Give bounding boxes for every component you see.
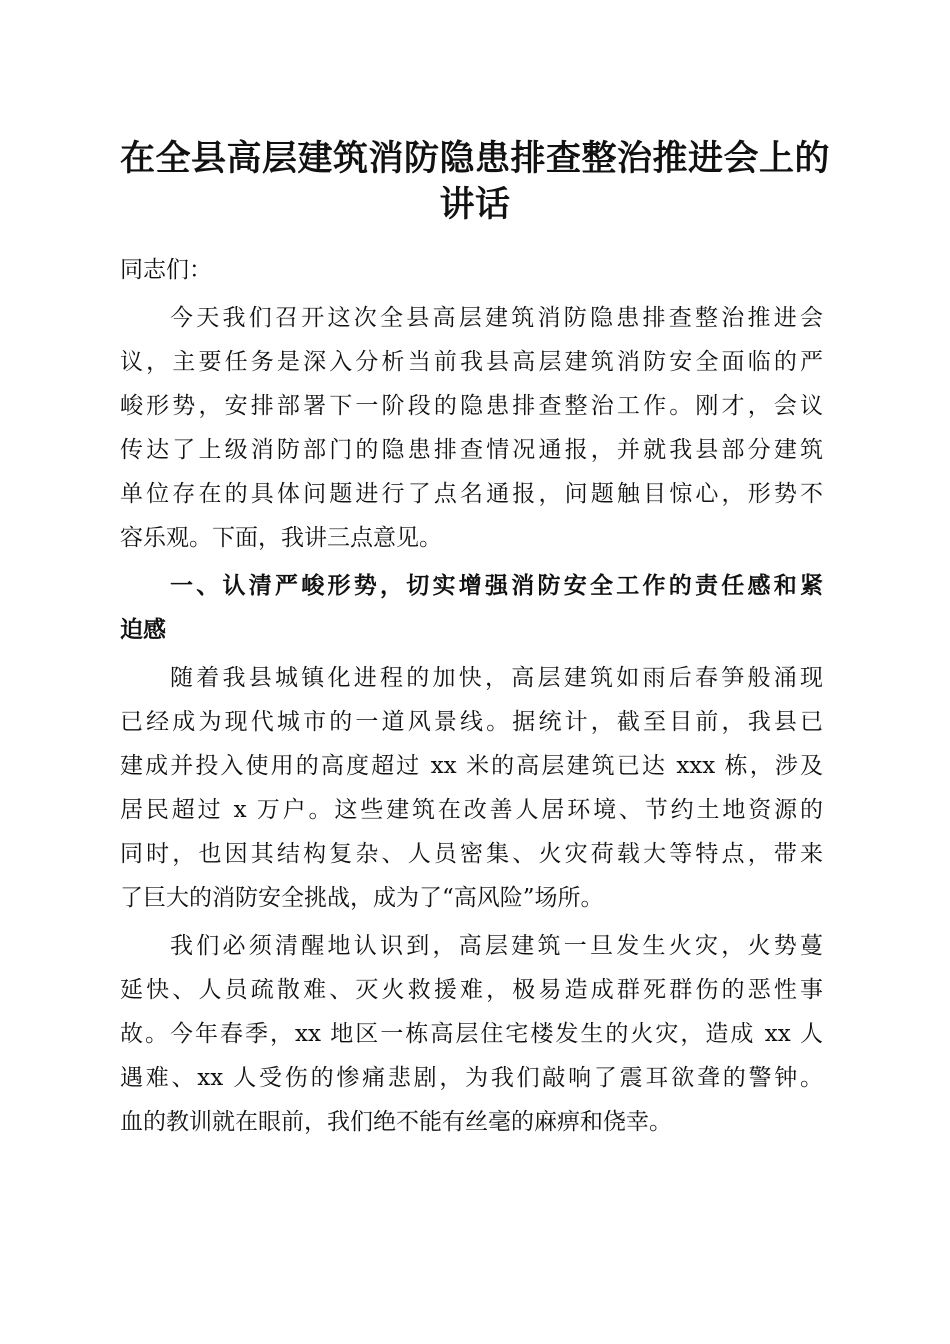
paragraph	[120, 924, 823, 1144]
text-line: 居民超过 x 万户。这些建筑在改善人居环境、节约土地资源的	[120, 797, 823, 823]
section-heading	[120, 564, 823, 652]
text-line: 一、认清严峻形势，切实增强消防安全工作的责任感和紧	[170, 573, 823, 599]
document-title	[100, 136, 850, 228]
text-line: 我们必须清醒地认识到，高层建筑一旦发生火灾，火势蔓	[170, 933, 823, 959]
text-line: 了巨大的消防安全挑战，成为了“高风险”场所。	[120, 885, 604, 911]
text-line: 容乐观。下面，我讲三点意见。	[120, 525, 442, 551]
paragraph	[120, 296, 823, 560]
text-line: 建成并投入使用的高度超过 xx 米的高层建筑已达 xxx 栋，涉及	[120, 753, 823, 779]
text-line: 迫感	[120, 617, 166, 643]
text-line: 血的教训就在眼前，我们绝不能有丝毫的麻痹和侥幸。	[120, 1109, 672, 1135]
paragraph	[120, 656, 823, 920]
title-line: 在全县高层建筑消防隐患排查整治推进会上的	[119, 138, 830, 179]
salutation	[120, 248, 823, 292]
text-line: 随着我县城镇化进程的加快，高层建筑如雨后春笋般涌现	[170, 665, 823, 691]
text-line: 今天我们召开这次全县高层建筑消防隐患排查整治推进会	[170, 305, 823, 331]
text-line: 遇难、xx 人受伤的惨痛悲剧，为我们敲响了震耳欲聋的警钟。	[120, 1065, 823, 1091]
text-line: 已经成为现代城市的一道风景线。据统计，截至目前，我县已	[120, 709, 823, 735]
text-line: 峻形势，安排部署下一阶段的隐患排查整治工作。刚才，会议	[120, 393, 823, 419]
title-line: 讲话	[439, 184, 511, 225]
text-line: 延快、人员疏散难、灭火救援难，极易造成群死群伤的恶性事	[120, 977, 823, 1003]
text-line: 同志们：	[120, 257, 212, 283]
document-body	[120, 248, 823, 1148]
text-line: 同时，也因其结构复杂、人员密集、火灾荷载大等特点，带来	[120, 841, 823, 867]
text-line: 传达了上级消防部门的隐患排查情况通报，并就我县部分建筑	[120, 437, 823, 463]
text-line: 单位存在的具体问题进行了点名通报，问题触目惊心，形势不	[120, 481, 823, 507]
text-line: 议，主要任务是深入分析当前我县高层建筑消防安全面临的严	[120, 349, 823, 375]
text-line: 故。今年春季，xx 地区一栋高层住宅楼发生的火灾，造成 xx 人	[120, 1021, 823, 1047]
